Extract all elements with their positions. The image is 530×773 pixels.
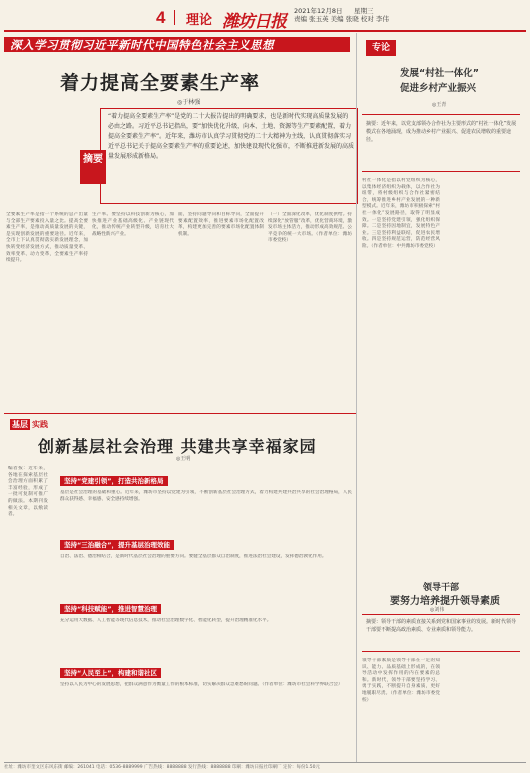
body-col-2: 生产率。要坚持以科技创新为核心，加快推进产业基础高级化、产业链现代化，推动传统产业转型升级，培育壮大战略性新兴产业。 [92,212,174,237]
right-body-2-col-2 [444,658,524,758]
newspaper-logo: 潍坊日报 [222,12,286,32]
weekday: 星期三 [354,7,374,15]
footer: 社址：潍坊市奎文区东风东街 邮编：261041 电话：0536-8889999 广告热线：8888888 发行热线：8888888 印刷：潍坊日报社印刷厂 定价：每份1.50元 [4,762,526,770]
body-col-1: 全要素生产率是指一个系统的总产出量与全部生产要素投入量之比。提高全要素生产率，是推动高质量发展的关键，是实现创新发展的重要途径。近年来，全市上下认真贯彻落实新发展理念，加快转变经济发展方式，推动质量变革、效率变革、动力变革，全要素生产率持续提升。 [6,212,88,264]
right-section-tag: 专论 [366,40,396,56]
masthead-date [294,7,389,23]
bottom-body-3: 充分运用大数据、人工智能等现代信息技术，推动社会治理数字化、智能化转型，提升治理精准化水平。 [60,618,272,623]
right-headline-2-line-1: 领导干部 [423,583,460,593]
right-body-col-1: 村社一体化是指以村党组织为核心，以集体经济组织为载体，以合作社为纽带，将村级组织与合作社紧密结合，统筹推进乡村产业发展的一种新型模式。近年来，潍坊市积极探索“村社一体化”发展路径，取得了明显成效。一是坚持党建引领，强化组织保障。二是坚持因地制宜，发展特色产业。三是坚持利益联结，促进农民增收。四是坚持规范运营，防范经营风险。（作者单位：中共潍坊市委党校） [362,178,440,249]
right-abstract: 摘要：近年来，以党支部领办合作社为主要形式的“村社一体化”发展模式在各地涌现，成为推动乡村产业振兴、促进农民增收的重要途径。 [366,121,517,143]
subhead-3: 坚持“科技赋能”，推进智慧治理 [60,604,161,614]
column-divider [356,33,357,763]
body-col-4: （一）全面深化改革，优化制度供给。持续深化“放管服”改革，优化营商环境，激发市场主体活力，推动形成高效规范、公平竞争的统一大市场。（作者单位：潍坊市委党校） [268,212,352,244]
subhead-2: 坚持“三治融合”，提升基层治理效能 [60,540,174,550]
bottom-section-tag [10,419,48,430]
banner-text: 深入学习贯彻习近平新时代中国特色社会主义思想 [10,38,274,52]
editor-note: 编者按：近年来，各地在探索基层社会治理方面积累了丰富经验，形成了一批可复制可推广的做法。本期刊发相关文章，以飨读者。 [8,466,48,518]
section-name: 理论 [186,13,213,28]
right-body-col-2 [444,178,524,572]
masthead-divider [174,10,175,25]
bottom-body-1: 基层是社会治理的基础和重心。近年来，潍坊市坚持以党建为引领，不断创新基层社会治理方式，着力构建共建共治共享的社会治理格局，人民群众获得感、幸福感、安全感持续增强。 [60,490,352,502]
masthead [4,4,526,32]
subhead-1: 坚持“党建引领”，打造共治新格局 [60,476,168,486]
main-byline: ◎于林强 [177,99,201,106]
editor-line: 责编 张玉英 美编 张晓 校对 李伟 [294,15,389,23]
right-byline: ◎王青 [432,102,447,108]
page-number: 4 [156,8,166,27]
right-byline-2: ◎刘伟 [430,607,445,613]
section-tag-text: 实践 [32,420,48,429]
right-abstract-2: 摘要：领导干部的素质直接关系到党和国家事业的发展。新时代领导干部要不断提高政治素质、专业素质和领导能力。 [366,619,517,633]
right-headline-2-line-2: 要努力培养提升领导素质 [390,596,500,607]
body-col-3: 面，坚持问题导向和目标导向，全面提升要素配置效率，推进要素市场化配置改革，构建更加完善的要素市场化配置体制机制。 [178,212,264,237]
banner [4,37,350,52]
right-headline-line-1: 发展“村社一体化” [400,68,479,79]
bottom-headline: 创新基层社会治理 共建共享幸福家园 [38,437,317,456]
date-line: 2021年12月8日 [294,7,343,15]
masthead-weekday [354,7,374,15]
main-headline: 着力提高全要素生产率 [60,72,261,94]
section-rule [4,413,356,414]
subhead-4: 坚持“人民至上”，构建和谐社区 [60,668,161,678]
abstract-tag: 摘要 [80,150,106,184]
section-tag-box: 基层 [12,420,28,429]
abstract-text: “着力提高全要素生产率”是党的二十大报告提出的明确要求，也是新时代实现高质量发展的必由之路。习近平总书记指出，要“加快优化升级，向本、土地、资源等生产要素配置，着力提高全要素生产率”。近年来，潍坊市认真学习贯彻党的二十大精神为主线，认真贯彻落实习近平总书记关于提高全要素生产率的重要论述，加快建设现代化强市，不断推进新发展的高质量发展形成新格局。 [108,113,355,160]
bottom-byline: ◎王明 [176,456,191,462]
right-headline [400,66,479,96]
bottom-body-2: 自治、法治、德治相结合，是新时代基层社会治理的重要方向。要健全基层群众自治制度，推进法治社会建设，发挥德治教化作用。 [60,554,327,559]
right-headline-line-2: 促进乡村产业振兴 [400,83,477,94]
right-body-2-col-1: 领导干部素质是领导干部在一定的知识、能力、品质基础上形成的，在领导活动中发挥作用的内在要素的总和。新时代，领导干部要坚持学习、勇于实践，不断提升自身素质，更好地履职尽责。（作者单位：潍坊市委党校） [362,658,440,703]
bottom-body-4: 坚持以人民为中心的发展思想，把群众满意作为衡量工作的根本标准，切实解决群众急难愁盼问题。（作者单位：潍坊市社会科学界联合会） [60,682,343,687]
